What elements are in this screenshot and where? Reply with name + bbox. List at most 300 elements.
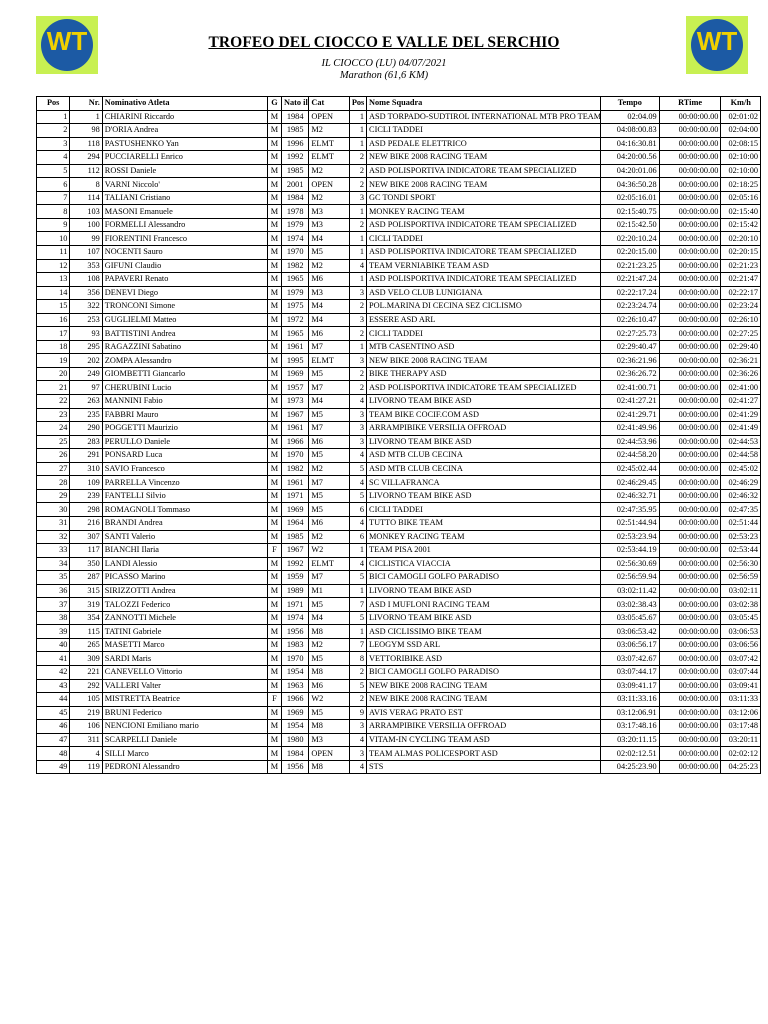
- cell-gender: M: [267, 218, 281, 232]
- cell-athlete-name: BIANCHI Ilaria: [102, 544, 267, 558]
- cell-athlete-name: GIOMBETTI Giancarlo: [102, 367, 267, 381]
- cell-team-name: TEAM PISA 2001: [367, 544, 601, 558]
- cell-rtime: 00:00:00.00: [659, 760, 721, 774]
- cell-pos: 37: [37, 598, 70, 612]
- cell-pos: 44: [37, 693, 70, 707]
- cell-birth-year: 1963: [282, 679, 309, 693]
- cell-speed: 02:56:30: [721, 557, 761, 571]
- cell-pos: 29: [37, 489, 70, 503]
- table-row: [37, 246, 761, 260]
- cell-rtime: 00:00:00.00: [659, 476, 721, 490]
- cell-birth-year: 1956: [282, 760, 309, 774]
- table-row: [37, 489, 761, 503]
- cell-rtime: 00:00:00.00: [659, 178, 721, 192]
- cell-bib-number: 309: [70, 652, 102, 666]
- cell-pos: 10: [37, 232, 70, 246]
- cell-category-pos: 8: [349, 652, 366, 666]
- cell-pos: 14: [37, 286, 70, 300]
- cell-rtime: 00:00:00.00: [659, 232, 721, 246]
- cell-birth-year: 1970: [282, 246, 309, 260]
- cell-category: ELMT: [309, 137, 350, 151]
- cell-speed: 02:18:25: [721, 178, 761, 192]
- cell-birth-year: 1980: [282, 733, 309, 747]
- cell-time: 04:08:00.83: [600, 124, 659, 138]
- cell-athlete-name: PERULLO Daniele: [102, 435, 267, 449]
- cell-category-pos: 1: [349, 625, 366, 639]
- cell-category: M3: [309, 286, 350, 300]
- cell-category-pos: 1: [349, 340, 366, 354]
- table-row: [37, 462, 761, 476]
- cell-gender: M: [267, 760, 281, 774]
- cell-category: M5: [309, 503, 350, 517]
- cell-category-pos: 3: [349, 747, 366, 761]
- cell-rtime: 00:00:00.00: [659, 625, 721, 639]
- cell-speed: 02:26:10: [721, 313, 761, 327]
- table-row: [37, 151, 761, 165]
- cell-speed: 02:20:15: [721, 246, 761, 260]
- cell-time: 02:46:29.45: [600, 476, 659, 490]
- cell-athlete-name: VALLERI Valter: [102, 679, 267, 693]
- cell-speed: 02:21:23: [721, 259, 761, 273]
- cell-team-name: BICI CAMOGLI GOLFO PARADISO: [367, 665, 601, 679]
- cell-athlete-name: FABBRI Mauro: [102, 408, 267, 422]
- cell-athlete-name: DENEVI Diego: [102, 286, 267, 300]
- cell-category: M6: [309, 516, 350, 530]
- cell-bib-number: 287: [70, 571, 102, 585]
- cell-rtime: 00:00:00.00: [659, 381, 721, 395]
- cell-category-pos: 9: [349, 706, 366, 720]
- cell-gender: M: [267, 733, 281, 747]
- cell-rtime: 00:00:00.00: [659, 273, 721, 287]
- cell-pos: 15: [37, 300, 70, 314]
- cell-rtime: 00:00:00.00: [659, 246, 721, 260]
- cell-category: ELMT: [309, 557, 350, 571]
- col-header-speed: Km/h: [721, 97, 761, 111]
- cell-rtime: 00:00:00.00: [659, 571, 721, 585]
- cell-speed: 02:56:59: [721, 571, 761, 585]
- cell-athlete-name: PEDRONI Alessandro: [102, 760, 267, 774]
- cell-birth-year: 1984: [282, 110, 309, 124]
- cell-birth-year: 1978: [282, 205, 309, 219]
- cell-pos: 16: [37, 313, 70, 327]
- cell-bib-number: 265: [70, 638, 102, 652]
- cell-athlete-name: FANTELLI Silvio: [102, 489, 267, 503]
- cell-bib-number: 8: [70, 178, 102, 192]
- cell-pos: 4: [37, 151, 70, 165]
- cell-team-name: TEAM ALMAS POLICESPORT ASD: [367, 747, 601, 761]
- cell-pos: 25: [37, 435, 70, 449]
- cell-category: M6: [309, 327, 350, 341]
- cell-birth-year: 1984: [282, 191, 309, 205]
- cell-athlete-name: ROMAGNOLI Tommaso: [102, 503, 267, 517]
- cell-team-name: STS: [367, 760, 601, 774]
- cell-category: M4: [309, 300, 350, 314]
- cell-gender: M: [267, 489, 281, 503]
- cell-time: 02:47:35.95: [600, 503, 659, 517]
- cell-birth-year: 1967: [282, 408, 309, 422]
- cell-birth-year: 1961: [282, 422, 309, 436]
- cell-category-pos: 1: [349, 584, 366, 598]
- cell-pos: 18: [37, 340, 70, 354]
- cell-team-name: LIVORNO TEAM BIKE ASD: [367, 489, 601, 503]
- document-title: TROFEO DEL CIOCCO E VALLE DEL SERCHIO: [208, 34, 560, 51]
- cell-birth-year: 1970: [282, 449, 309, 463]
- cell-time: 03:11:33.16: [600, 693, 659, 707]
- table-row: [37, 665, 761, 679]
- cell-gender: M: [267, 137, 281, 151]
- table-row: [37, 571, 761, 585]
- cell-team-name: SC VILLAFRANCA: [367, 476, 601, 490]
- table-row: [37, 395, 761, 409]
- cell-time: 02:56:59.94: [600, 571, 659, 585]
- cell-birth-year: 1992: [282, 557, 309, 571]
- cell-pos: 32: [37, 530, 70, 544]
- table-row: [37, 733, 761, 747]
- cell-speed: 02:53:23: [721, 530, 761, 544]
- cell-speed: 02:01:02: [721, 110, 761, 124]
- cell-team-name: ASD PEDALE ELETTRICO: [367, 137, 601, 151]
- table-row: [37, 124, 761, 138]
- cell-rtime: 00:00:00.00: [659, 598, 721, 612]
- cell-category: OPEN: [309, 747, 350, 761]
- table-row: [37, 340, 761, 354]
- cell-team-name: LIVORNO TEAM BIKE ASD: [367, 435, 601, 449]
- cell-speed: 02:53:44: [721, 544, 761, 558]
- cell-category-pos: 3: [349, 435, 366, 449]
- cell-bib-number: 311: [70, 733, 102, 747]
- cell-category-pos: 2: [349, 151, 366, 165]
- cell-bib-number: 298: [70, 503, 102, 517]
- cell-athlete-name: BRUNI Federico: [102, 706, 267, 720]
- cell-category: M5: [309, 246, 350, 260]
- cell-birth-year: 1971: [282, 489, 309, 503]
- cell-time: 02:45:02.44: [600, 462, 659, 476]
- cell-category-pos: 5: [349, 489, 366, 503]
- cell-pos: 48: [37, 747, 70, 761]
- cell-time: 02:05:16.01: [600, 191, 659, 205]
- cell-gender: M: [267, 557, 281, 571]
- cell-rtime: 00:00:00.00: [659, 137, 721, 151]
- cell-team-name: ASD POLISPORTIVA INDICATORE TEAM SPECIALIZED: [367, 273, 601, 287]
- cell-category: M7: [309, 422, 350, 436]
- cell-category-pos: 2: [349, 367, 366, 381]
- cell-category-pos: 2: [349, 300, 366, 314]
- cell-pos: 38: [37, 611, 70, 625]
- cell-athlete-name: SANTI Valerio: [102, 530, 267, 544]
- cell-birth-year: 1974: [282, 611, 309, 625]
- cell-speed: 02:10:00: [721, 164, 761, 178]
- cell-rtime: 00:00:00.00: [659, 584, 721, 598]
- cell-speed: 03:11:33: [721, 693, 761, 707]
- cell-gender: M: [267, 313, 281, 327]
- cell-rtime: 00:00:00.00: [659, 367, 721, 381]
- cell-athlete-name: SIRIZZOTTI Andrea: [102, 584, 267, 598]
- table-row: [37, 137, 761, 151]
- cell-category-pos: 3: [349, 286, 366, 300]
- cell-rtime: 00:00:00.00: [659, 720, 721, 734]
- cell-athlete-name: ZOMPA Alessandro: [102, 354, 267, 368]
- cell-team-name: POL.MARINA DI CECINA SEZ CICLISMO: [367, 300, 601, 314]
- cell-team-name: NEW BIKE 2008 RACING TEAM: [367, 178, 601, 192]
- cell-speed: 03:20:11: [721, 733, 761, 747]
- cell-team-name: MONKEY RACING TEAM: [367, 205, 601, 219]
- cell-birth-year: 1961: [282, 340, 309, 354]
- cell-rtime: 00:00:00.00: [659, 124, 721, 138]
- cell-team-name: ESSERE ASD ARL: [367, 313, 601, 327]
- cell-category: M5: [309, 489, 350, 503]
- cell-category: M6: [309, 273, 350, 287]
- cell-bib-number: 353: [70, 259, 102, 273]
- cell-team-name: LIVORNO TEAM BIKE ASD: [367, 584, 601, 598]
- cell-category-pos: 3: [349, 720, 366, 734]
- cell-team-name: CICLI TADDEI: [367, 327, 601, 341]
- col-header-rtime: RTime: [659, 97, 721, 111]
- cell-category: M2: [309, 530, 350, 544]
- cell-bib-number: 292: [70, 679, 102, 693]
- cell-bib-number: 294: [70, 151, 102, 165]
- cell-category-pos: 1: [349, 205, 366, 219]
- cell-gender: M: [267, 327, 281, 341]
- table-row: [37, 516, 761, 530]
- cell-birth-year: 1956: [282, 625, 309, 639]
- cell-time: 02:56:30.69: [600, 557, 659, 571]
- cell-speed: 03:09:41: [721, 679, 761, 693]
- cell-pos: 34: [37, 557, 70, 571]
- cell-gender: M: [267, 164, 281, 178]
- cell-speed: 02:41:49: [721, 422, 761, 436]
- cell-category: M5: [309, 706, 350, 720]
- cell-athlete-name: MANNINI Fabio: [102, 395, 267, 409]
- cell-gender: M: [267, 354, 281, 368]
- cell-category-pos: 4: [349, 259, 366, 273]
- table-row: [37, 476, 761, 490]
- cell-category-pos: 1: [349, 273, 366, 287]
- cell-gender: M: [267, 246, 281, 260]
- cell-athlete-name: SARDI Maris: [102, 652, 267, 666]
- cell-speed: 02:02:12: [721, 747, 761, 761]
- cell-team-name: ARRAMPIBIKE VERSILIA OFFROAD: [367, 422, 601, 436]
- col-header-cat-pos: Pos: [349, 97, 366, 111]
- cell-athlete-name: GUGLIELMI Matteo: [102, 313, 267, 327]
- cell-bib-number: 118: [70, 137, 102, 151]
- cell-gender: M: [267, 611, 281, 625]
- cell-bib-number: 319: [70, 598, 102, 612]
- cell-speed: 02:36:26: [721, 367, 761, 381]
- cell-time: 02:20:15.00: [600, 246, 659, 260]
- cell-category: M2: [309, 191, 350, 205]
- cell-bib-number: 221: [70, 665, 102, 679]
- cell-pos: 3: [37, 137, 70, 151]
- cell-athlete-name: MISTRETTA Beatrice: [102, 693, 267, 707]
- table-row: [37, 693, 761, 707]
- cell-pos: 30: [37, 503, 70, 517]
- race-category: Marathon (61,6 KM): [339, 70, 429, 81]
- cell-rtime: 00:00:00.00: [659, 693, 721, 707]
- cell-rtime: 00:00:00.00: [659, 557, 721, 571]
- cell-category-pos: 3: [349, 313, 366, 327]
- table-row: [37, 747, 761, 761]
- cell-speed: 02:22:17: [721, 286, 761, 300]
- cell-category: M6: [309, 679, 350, 693]
- cell-athlete-name: VARNI Niccolo': [102, 178, 267, 192]
- cell-time: 04:20:01.06: [600, 164, 659, 178]
- cell-team-name: ASD MTB CLUB CECINA: [367, 449, 601, 463]
- cell-category-pos: 1: [349, 110, 366, 124]
- cell-bib-number: 98: [70, 124, 102, 138]
- cell-category: W2: [309, 544, 350, 558]
- cell-bib-number: 295: [70, 340, 102, 354]
- cell-time: 04:25:23.90: [600, 760, 659, 774]
- cell-pos: 11: [37, 246, 70, 260]
- cell-pos: 7: [37, 191, 70, 205]
- cell-category: M5: [309, 367, 350, 381]
- cell-rtime: 00:00:00.00: [659, 503, 721, 517]
- cell-category: M7: [309, 571, 350, 585]
- cell-birth-year: 1966: [282, 435, 309, 449]
- cell-time: 02:21:47.24: [600, 273, 659, 287]
- cell-team-name: NEW BIKE 2008 RACING TEAM: [367, 679, 601, 693]
- table-row: [37, 300, 761, 314]
- cell-category: W2: [309, 693, 350, 707]
- event-location-date: IL CIOCCO (LU) 04/07/2021: [321, 58, 447, 69]
- cell-gender: M: [267, 191, 281, 205]
- table-row: [37, 367, 761, 381]
- cell-birth-year: 1983: [282, 638, 309, 652]
- cell-rtime: 00:00:00.00: [659, 652, 721, 666]
- cell-athlete-name: POGGETTI Maurizio: [102, 422, 267, 436]
- cell-athlete-name: MASONI Emanuele: [102, 205, 267, 219]
- cell-speed: 02:15:42: [721, 218, 761, 232]
- cell-speed: 03:05:45: [721, 611, 761, 625]
- table-row: [37, 259, 761, 273]
- table-row: [37, 760, 761, 774]
- cell-gender: M: [267, 747, 281, 761]
- table-row: [37, 110, 761, 124]
- cell-athlete-name: FIORENTINI Francesco: [102, 232, 267, 246]
- cell-athlete-name: CHERUBINI Lucio: [102, 381, 267, 395]
- table-row: [37, 598, 761, 612]
- table-row: [37, 273, 761, 287]
- cell-time: 04:36:50.28: [600, 178, 659, 192]
- cell-birth-year: 1996: [282, 137, 309, 151]
- cell-time: 03:06:56.17: [600, 638, 659, 652]
- cell-athlete-name: PICASSO Marino: [102, 571, 267, 585]
- cell-category: M8: [309, 665, 350, 679]
- cell-speed: 02:41:29: [721, 408, 761, 422]
- cell-category-pos: 3: [349, 422, 366, 436]
- table-row: [37, 381, 761, 395]
- cell-category: M1: [309, 584, 350, 598]
- table-row: [37, 679, 761, 693]
- cell-pos: 23: [37, 408, 70, 422]
- cell-pos: 49: [37, 760, 70, 774]
- cell-pos: 39: [37, 625, 70, 639]
- cell-bib-number: 1: [70, 110, 102, 124]
- cell-pos: 26: [37, 449, 70, 463]
- cell-rtime: 00:00:00.00: [659, 259, 721, 273]
- cell-rtime: 00:00:00.00: [659, 327, 721, 341]
- cell-team-name: LIVORNO TEAM BIKE ASD: [367, 611, 601, 625]
- cell-athlete-name: ROSSI Daniele: [102, 164, 267, 178]
- cell-time: 02:21:23.25: [600, 259, 659, 273]
- cell-athlete-name: SILLI Marco: [102, 747, 267, 761]
- cell-category: M4: [309, 395, 350, 409]
- cell-birth-year: 1961: [282, 476, 309, 490]
- cell-rtime: 00:00:00.00: [659, 164, 721, 178]
- cell-gender: M: [267, 422, 281, 436]
- cell-birth-year: 1982: [282, 259, 309, 273]
- cell-bib-number: 99: [70, 232, 102, 246]
- cell-category: M3: [309, 733, 350, 747]
- cell-gender: M: [267, 462, 281, 476]
- cell-speed: 03:02:11: [721, 584, 761, 598]
- cell-rtime: 00:00:00.00: [659, 205, 721, 219]
- cell-birth-year: 1992: [282, 151, 309, 165]
- cell-time: 02:36:26.72: [600, 367, 659, 381]
- cell-rtime: 00:00:00.00: [659, 665, 721, 679]
- cell-team-name: ASD POLISPORTIVA INDICATORE TEAM SPECIALIZED: [367, 164, 601, 178]
- cell-gender: M: [267, 530, 281, 544]
- cell-speed: 03:12:06: [721, 706, 761, 720]
- cell-team-name: NEW BIKE 2008 RACING TEAM: [367, 151, 601, 165]
- table-row: [37, 178, 761, 192]
- cell-speed: 02:47:35: [721, 503, 761, 517]
- cell-category-pos: 2: [349, 218, 366, 232]
- cell-team-name: TUTTO BIKE TEAM: [367, 516, 601, 530]
- cell-time: 03:02:11.42: [600, 584, 659, 598]
- cell-team-name: ASD I MUFLONI RACING TEAM: [367, 598, 601, 612]
- cell-speed: 03:02:38: [721, 598, 761, 612]
- cell-pos: 9: [37, 218, 70, 232]
- cell-time: 03:17:48.16: [600, 720, 659, 734]
- cell-speed: 02:46:29: [721, 476, 761, 490]
- cell-bib-number: 4: [70, 747, 102, 761]
- cell-pos: 17: [37, 327, 70, 341]
- cell-category: M8: [309, 720, 350, 734]
- table-row: [37, 449, 761, 463]
- cell-rtime: 00:00:00.00: [659, 313, 721, 327]
- cell-gender: M: [267, 178, 281, 192]
- cell-category: M4: [309, 611, 350, 625]
- cell-pos: 20: [37, 367, 70, 381]
- cell-bib-number: 322: [70, 300, 102, 314]
- cell-team-name: LEOGYM SSD ARL: [367, 638, 601, 652]
- cell-bib-number: 253: [70, 313, 102, 327]
- cell-category-pos: 5: [349, 571, 366, 585]
- cell-athlete-name: CHIARINI Riccardo: [102, 110, 267, 124]
- cell-speed: 02:36:21: [721, 354, 761, 368]
- table-row: [37, 611, 761, 625]
- cell-birth-year: 1957: [282, 381, 309, 395]
- cell-category-pos: 2: [349, 665, 366, 679]
- cell-pos: 42: [37, 665, 70, 679]
- cell-time: 02:04.09: [600, 110, 659, 124]
- cell-pos: 33: [37, 544, 70, 558]
- cell-time: 02:53:44.19: [600, 544, 659, 558]
- cell-time: 02:20:10.24: [600, 232, 659, 246]
- cell-birth-year: 1979: [282, 218, 309, 232]
- cell-category-pos: 4: [349, 760, 366, 774]
- cell-time: 02:29:40.47: [600, 340, 659, 354]
- cell-bib-number: 114: [70, 191, 102, 205]
- cell-speed: 02:41:27: [721, 395, 761, 409]
- cell-time: 02:26:10.47: [600, 313, 659, 327]
- cell-speed: 03:07:44: [721, 665, 761, 679]
- cell-category: M6: [309, 435, 350, 449]
- table-row: [37, 422, 761, 436]
- cell-gender: M: [267, 124, 281, 138]
- cell-speed: 03:17:48: [721, 720, 761, 734]
